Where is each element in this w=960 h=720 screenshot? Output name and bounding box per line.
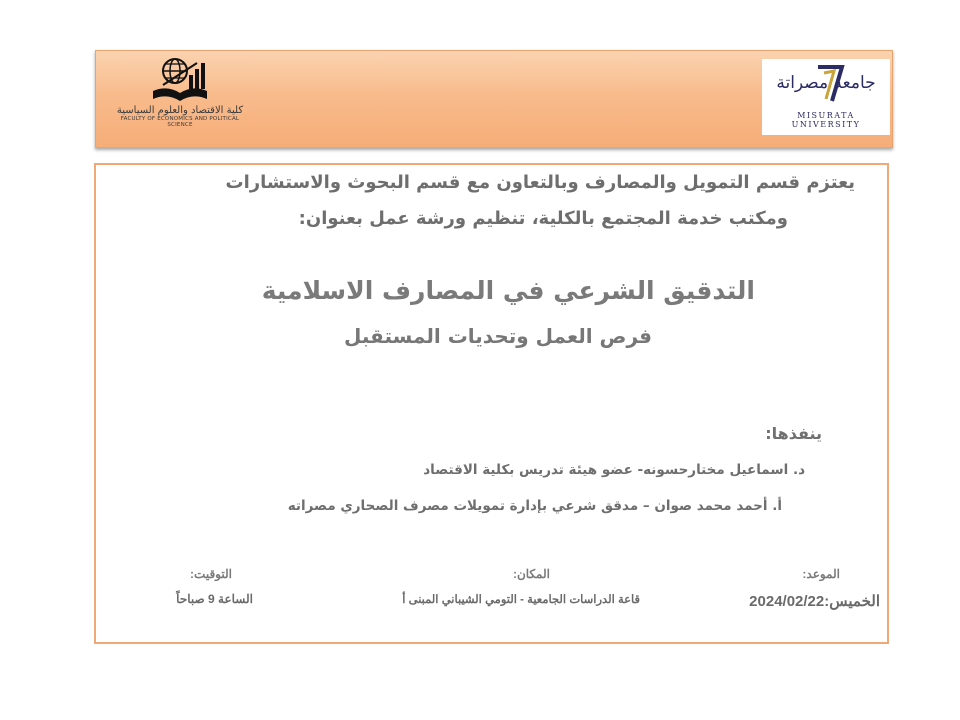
faculty-logo (110, 55, 250, 141)
place-label: المكان: (512, 567, 550, 581)
university-english-name: MISURATA UNIVERSITY (791, 111, 861, 129)
workshop-subtitle: فرص العمل وتحديات المستقبل (344, 324, 652, 348)
time-label: التوقيت: (190, 567, 232, 581)
time-value: الساعة 9 صباحاً (176, 592, 253, 606)
faculty-english-name: FACULTY OF ECONOMICS AND POLITICAL SCIENCE (120, 116, 240, 128)
presenter-2: أ. أحمد محمد صوان – مدقق شرعي بإدارة تمويلات مصرف الصحاري مصراته (287, 498, 782, 514)
university-arabic-name: جامعة مصراتة (776, 73, 876, 93)
intro-line-2: ومكتب خدمة المجتمع بالكلية، تنظيم ورشة عمل بعنوان: (298, 208, 788, 229)
date-value: الخميس:2024/02/22 (749, 593, 880, 610)
intro-line-1: يعتزم قسم التمويل والمصارف وبالتعاون مع قسم البحوث والاستشارات (225, 172, 855, 193)
header-banner (95, 50, 893, 148)
university-logo (762, 59, 890, 135)
executors-label: ينفذها: (765, 424, 822, 443)
date-label: الموعد: (802, 567, 840, 581)
place-value: قاعة الدراسات الجامعية - التومي الشيباني المبنى أ (402, 594, 640, 606)
workshop-title: التدقيق الشرعي في المصارف الاسلامية (261, 276, 755, 305)
presenter-1: د. اسماعيل مختارحسونه- عضو هيئة تدريس بكلية الاقتصاد (423, 462, 805, 478)
book-globe-chart-icon (145, 55, 215, 107)
faculty-arabic-name: كلية الاقتصاد والعلوم السياسية (116, 105, 244, 116)
